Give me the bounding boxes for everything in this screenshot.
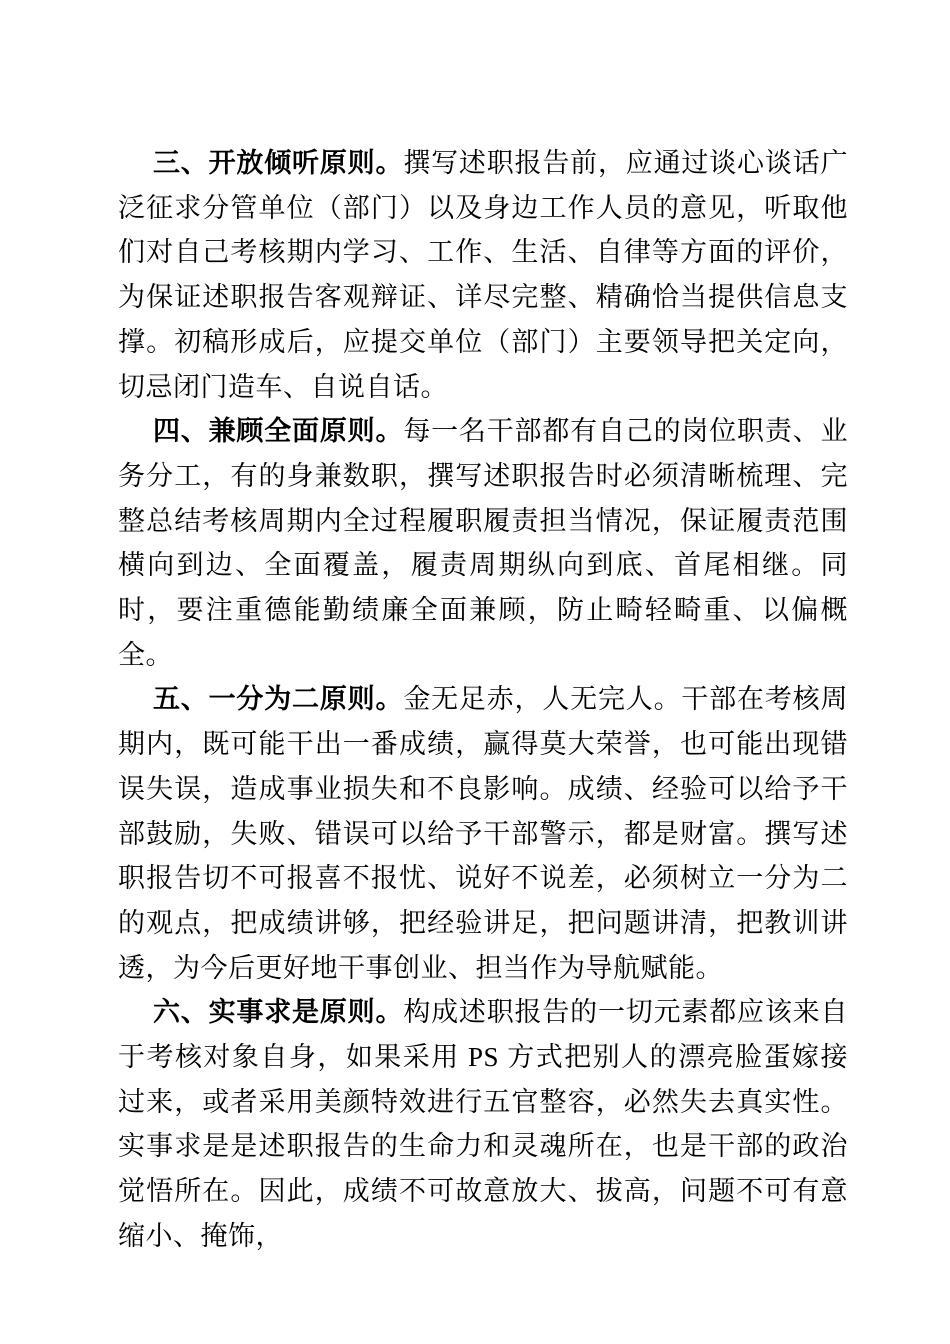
paragraph-heading: 三、开放倾听原则。: [153, 148, 404, 178]
paragraph-heading: 四、兼顾全面原则。: [153, 416, 404, 447]
paragraph-body: 金无足赤，人无完人。干部在考核周期内，既可能干出一番成绩，赢得莫大荣誉，也可能出现错误失误，造成事业损失和不良影响。成绩、经验可以给予干部鼓励，失败、错误可以给予干部警示，都是财富。撰写述职报告切不可报喜不报忧、说好不说差，必须树立一分为二的观点，把成绩讲够，把经验讲足，把问题讲清，把教训讲透，为今后更好地干事创业、担当作为导航赋能。: [118, 684, 848, 983]
paragraph-body: 每一名干部都有自己的岗位职责、业务分工，有的身兼数职，撰写述职报告时必须清晰梳理、完整总结考核周期内全过程履职履责担当情况，保证履责范围横向到边、全面覆盖，履责周期纵向到底、首尾相继。同时，要注重德能勤绩廉全面兼顾，防止畸轻畸重、以偏概全。: [118, 416, 848, 670]
paragraph: [118, 409, 848, 677]
paragraph-body: 构成述职报告的一切元素都应该来自于考核对象自身，如果采用 PS 方式把别人的漂亮脸蛋嫁接过来，或者采用美颜特效进行五官整容，必然失去真实性。实事求是是述职报告的生命力和灵魂所在，也是干部的政治觉悟所在。因此，成绩不可故意放大、拔高，问题不可有意缩小、掩饰，: [118, 997, 848, 1251]
paragraph: [118, 141, 848, 409]
paragraph-heading: 六、实事求是原则。: [153, 997, 404, 1028]
paragraph-body: 撰写述职报告前，应通过谈心谈话广泛征求分管单位（部门）以及身边工作人员的意见，听取他们对自己考核期内学习、工作、生活、自律等方面的评价，为保证述职报告客观辩证、详尽完整、精确恰当提供信息支撑。初稿形成后，应提交单位（部门）主要领导把关定向，切忌闭门造车、自说自话。: [118, 148, 848, 402]
paragraph-heading: 五、一分为二原则。: [153, 684, 404, 715]
paragraph: [118, 677, 848, 990]
paragraph: [118, 990, 848, 1258]
